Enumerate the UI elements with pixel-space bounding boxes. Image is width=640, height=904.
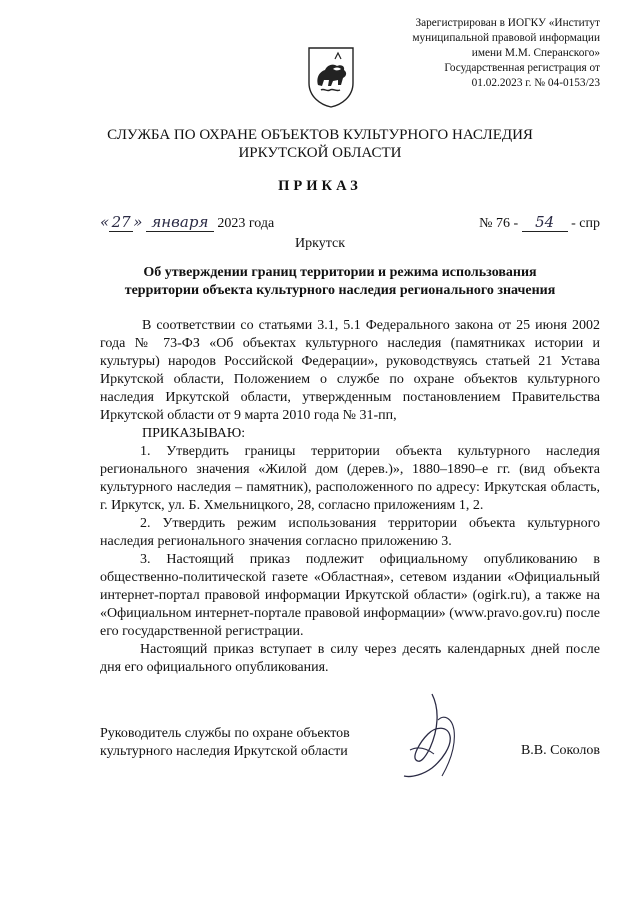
agency-name-line1: СЛУЖБА ПО ОХРАНЕ ОБЪЕКТОВ КУЛЬТУРНОГО НАСЛЕДИЯ xyxy=(107,127,533,143)
signatory-position-line2: культурного наследия Иркутской области xyxy=(100,744,348,759)
signatory-position-line1: Руководитель службы по охране объектов xyxy=(100,726,350,741)
title-line2: территории объекта культурного наследия регионального значения xyxy=(124,283,556,298)
registration-line: муниципальной правовой информации xyxy=(412,32,600,44)
registration-stamp xyxy=(370,16,600,91)
date-day: 27 xyxy=(109,213,133,232)
document-date xyxy=(100,213,274,232)
agency-name-line2: ИРКУТСКОЙ ОБЛАСТИ xyxy=(238,145,402,161)
document-number xyxy=(479,213,600,232)
agency-name xyxy=(0,126,640,162)
date-month: января xyxy=(146,213,214,232)
number-suffix: - спр xyxy=(571,216,600,231)
document-city: Иркутск xyxy=(294,236,346,251)
effective-paragraph: Настоящий приказ вступает в силу через десять календарных дней после дня его официального опубликования. xyxy=(100,642,600,675)
order-item-1: 1. Утвердить границы территории объекта культурного наследия регионального значения «Жилой дом (дерев.)», 1880–1890–е гг. (вид объекта культурного наследия – памятник), расположенного по адресу: Иркутская область, г. Иркутск, ул. Б. Хмельницкого, 28, согласно приложениям 1, 2. xyxy=(100,444,600,513)
date-close-quote: » xyxy=(133,213,143,231)
irkutsk-coat-of-arms-icon xyxy=(305,45,357,109)
registration-line: Зарегистрирован в ИОГКУ «Институт xyxy=(415,17,600,29)
order-item-3: 3. Настоящий приказ подлежит официальному опубликованию в общественно-политической газете «Областная», сетевом издании «Официальный интернет-портал правовой информации Иркутской области» (ogirk.ru), а также на «Официальном интернет-портале правовой информации» (www.pravo.gov.ru) после его государственной регистрации. xyxy=(100,552,600,639)
handwritten-signature xyxy=(392,690,470,782)
registration-line: имени М.М. Сперанского» xyxy=(471,47,600,59)
registration-line: Государственная регистрация от xyxy=(444,62,600,74)
number-handwritten: 54 xyxy=(522,213,568,232)
title-line1: Об утверждении границ территории и режима использования xyxy=(143,265,537,280)
document-type: ПРИКАЗ xyxy=(278,178,362,194)
signatory-position xyxy=(100,725,350,761)
date-open-quote: « xyxy=(100,213,110,231)
signatory-name: В.В. Соколов xyxy=(520,743,600,758)
document-title xyxy=(80,264,600,300)
number-prefix: № 76 - xyxy=(479,216,519,231)
date-year: 2023 года xyxy=(217,216,275,231)
order-word: ПРИКАЗЫВАЮ: xyxy=(142,426,246,441)
registration-line: 01.02.2023 г. № 04-0153/23 xyxy=(471,77,600,89)
document-body xyxy=(100,317,600,677)
order-item-2: 2. Утвердить режим использования территории объекта культурного наследия регионального значения согласно приложению 3. xyxy=(100,516,600,549)
preamble-paragraph: В соответствии со статьями 3.1, 5.1 Федерального закона от 25 июня 2002 года № 73-ФЗ «Об объектах культурного наследия (памятниках истории и культуры) народов Российской Федерации», руководствуясь статьей 21 Устава Иркутской области, Положением о службе по охране объектов культурного наследия Иркутской области, утвержденным постановлением Правительства Иркутской области от 9 марта 2010 года № 31-пп, xyxy=(100,318,600,423)
